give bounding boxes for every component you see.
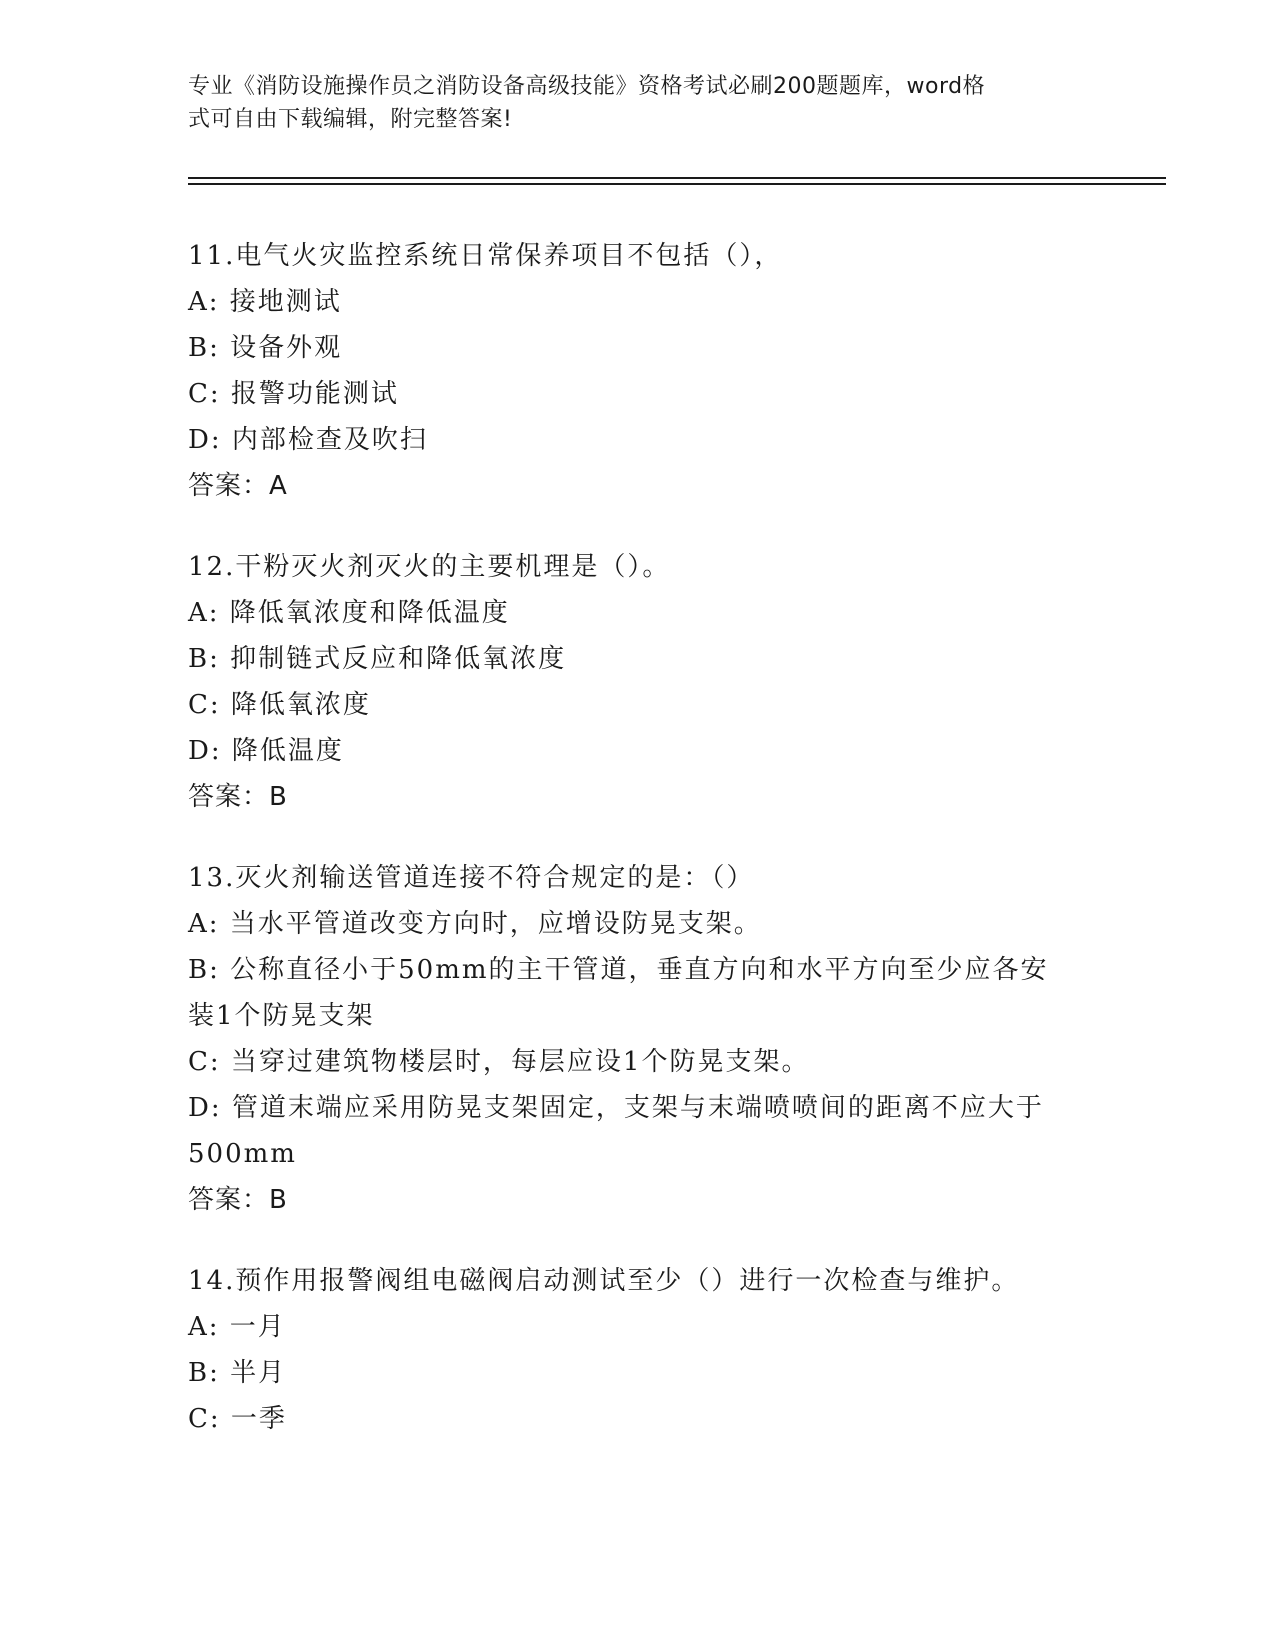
option-b: B: 抑制链式反应和降低氧浓度 [188, 644, 567, 674]
question-stem: 11.电气火灾监控系统日常保养项目不包括（）， [188, 241, 783, 271]
header-line-2: 式可自由下载编辑，附完整答案! [188, 107, 513, 132]
question-stem: 12.干粉灭火剂灭火的主要机理是（）。 [188, 552, 671, 582]
header-divider-bottom [188, 183, 1166, 185]
document-header [188, 70, 1088, 136]
answer-line: 答案：A [188, 471, 288, 501]
question-14 [188, 1258, 1088, 1442]
option-d: D: 管道末端应采用防晃支架固定，支架与末端喷喷间的距离不应大于 [188, 1093, 1044, 1123]
option-b: B: 半月 [188, 1358, 287, 1388]
option-c: C: 当穿过建筑物楼层时，每层应设1个防晃支架。 [188, 1047, 810, 1077]
option-a: A: 一月 [188, 1312, 286, 1342]
option-c: C: 一季 [188, 1404, 287, 1434]
option-b-continued: 装1个防晃支架 [188, 1001, 375, 1031]
option-d-continued: 500mm [188, 1139, 297, 1169]
option-a: A: 当水平管道改变方向时，应增设防晃支架。 [188, 909, 762, 939]
header-line-1: 专业《消防设施操作员之消防设备高级技能》资格考试必刷200题题库，word格 [188, 74, 986, 99]
option-d: D: 内部检查及吹扫 [188, 425, 428, 455]
answer-line: 答案：B [188, 1185, 288, 1215]
header-divider-top [188, 177, 1166, 179]
option-a: A: 接地测试 [188, 287, 342, 317]
question-list [188, 233, 1088, 1477]
option-c: C: 报警功能测试 [188, 379, 399, 409]
option-a: A: 降低氧浓度和降低温度 [188, 598, 510, 628]
question-stem: 13.灭火剂输送管道连接不符合规定的是：（） [188, 863, 755, 893]
option-b: B: 设备外观 [188, 333, 343, 363]
question-11 [188, 233, 1088, 509]
question-13 [188, 855, 1088, 1223]
question-12 [188, 544, 1088, 820]
question-stem: 14.预作用报警阀组电磁阀启动测试至少（）进行一次检查与维护。 [188, 1266, 1020, 1296]
option-b: B: 公称直径小于50mm的主干管道，垂直方向和水平方向至少应各安 [188, 955, 1049, 985]
answer-line: 答案：B [188, 782, 288, 812]
option-d: D: 降低温度 [188, 736, 344, 766]
option-c: C: 降低氧浓度 [188, 690, 371, 720]
